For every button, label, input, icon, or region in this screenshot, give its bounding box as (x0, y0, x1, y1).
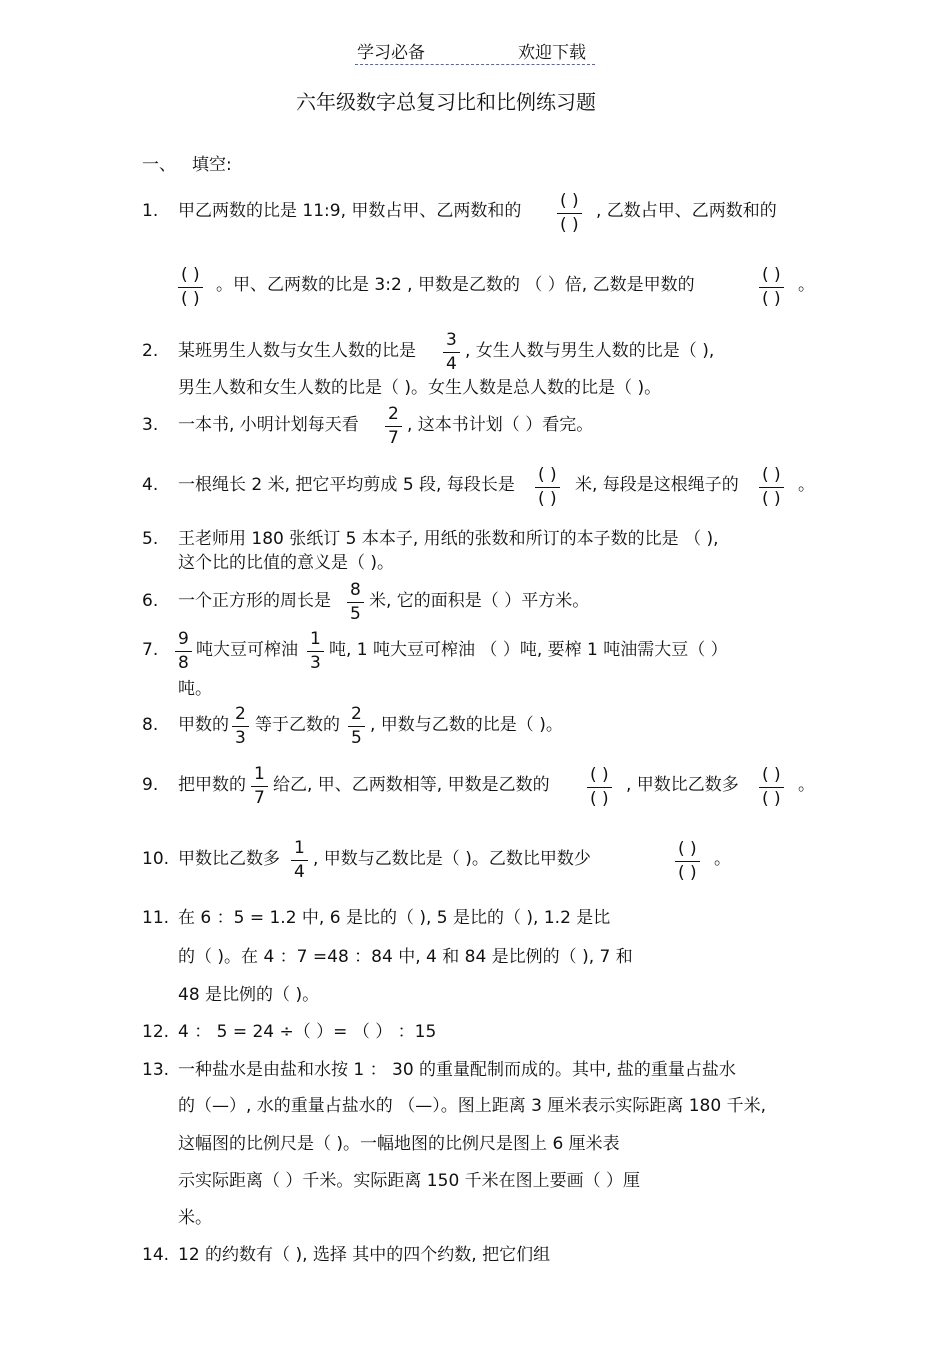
fraction: 1 4 (291, 840, 308, 881)
question-text: , 乙数占甲、乙两数和的 (596, 201, 777, 221)
fraction: 9 8 (175, 631, 192, 672)
question-number: 7. (142, 640, 159, 660)
question-text: 。 (798, 475, 815, 495)
question-number: 8. (142, 715, 159, 735)
question-number: 1. (142, 201, 159, 221)
blank-fraction: ( ) ( ) (675, 841, 700, 882)
question-text: 。 (798, 275, 815, 295)
question-number: 5. (142, 529, 159, 549)
fraction: 1 7 (251, 766, 268, 807)
blank-fraction: ( ) ( ) (178, 267, 203, 308)
question-text: 这幅图的比例尺是（ )。一幅地图的比例尺是图上 6 厘米表 (178, 1134, 620, 1154)
question-text: 。 (798, 775, 815, 795)
blank-fraction: ( ) ( ) (587, 767, 612, 808)
question-number: 4. (142, 475, 159, 495)
question-text: , 女生人数与男生人数的比是（ ), (465, 341, 715, 361)
question-text: 48 是比例的（ )。 (178, 985, 320, 1005)
question-text: 4 ： 5 = 24 ÷（ ）= （ ） ：15 (178, 1022, 437, 1042)
header-left: 学习必备 (357, 43, 425, 63)
question-text: 吨, 1 吨大豆可榨油 （ ）吨, 要榨 1 吨油需大豆（ ） (329, 640, 728, 660)
section-label: 填空: (192, 155, 232, 175)
question-text: , 这本书计划（ ）看完。 (407, 415, 594, 435)
blank-fraction: ( ) ( ) (535, 467, 560, 508)
question-text: 米。 (178, 1208, 212, 1228)
question-text: 米, 它的面积是（ ）平方米。 (369, 591, 590, 611)
question-text: 示实际距离（ ）千米。实际距离 150 千米在图上要画（ ）厘 (178, 1171, 641, 1191)
question-number: 12. (142, 1022, 170, 1042)
question-text: 把甲数的 (178, 775, 246, 795)
fraction: 2 3 (232, 706, 249, 747)
question-text: 等于乙数的 (255, 715, 340, 735)
blank-fraction: ( ) ( ) (759, 767, 784, 808)
header-divider (355, 64, 595, 65)
page-title: 六年级数字总复习比和比例练习题 (296, 90, 596, 114)
question-text: 。甲、乙两数的比是 3:2 , 甲数是乙数的 （ ）倍, 乙数是甲数的 (216, 275, 695, 295)
blank-fraction: ( ) ( ) (759, 267, 784, 308)
question-number: 14. (142, 1245, 170, 1265)
fraction: 8 5 (347, 582, 364, 623)
question-text: , 甲数比乙数多 (626, 775, 739, 795)
question-number: 9. (142, 775, 159, 795)
question-number: 13. (142, 1060, 170, 1080)
question-text: 甲乙两数的比是 11:9, 甲数占甲、乙两数和的 (178, 201, 522, 221)
question-text: 吨。 (178, 679, 212, 699)
question-text: 的（—）, 水的重量占盐水的 （—）。图上距离 3 厘米表示实际距离 180 千米, (178, 1096, 766, 1116)
question-text: 这个比的比值的意义是（ )。 (178, 553, 395, 573)
question-number: 6. (142, 591, 159, 611)
question-text: 某班男生人数与女生人数的比是 (178, 341, 416, 361)
question-text: 一本书, 小明计划每天看 (178, 415, 359, 435)
fraction: 2 5 (348, 706, 365, 747)
fraction: 1 3 (307, 631, 324, 672)
question-text: 甲数比乙数多 (178, 849, 280, 869)
fraction: 2 7 (385, 406, 402, 447)
section-number: 一、 (142, 155, 176, 175)
question-number: 3. (142, 415, 159, 435)
question-text: 米, 每段是这根绳子的 (575, 475, 739, 495)
question-text: 一种盐水是由盐和水按 1 ： 30 的重量配制而成的。其中, 盐的重量占盐水 (178, 1060, 736, 1080)
question-number: 11. (142, 908, 170, 928)
question-text: 甲数的 (178, 715, 229, 735)
question-text: , 甲数与乙数比是（ )。乙数比甲数少 (313, 849, 591, 869)
question-text: 王老师用 180 张纸订 5 本本子, 用纸的张数和所订的本子数的比是 （ ), (178, 529, 719, 549)
question-number: 10. (142, 849, 170, 869)
question-text: 一个正方形的周长是 (178, 591, 331, 611)
question-text: 12 的约数有（ ), 选择 其中的四个约数, 把它们组 (178, 1245, 551, 1265)
blank-fraction: ( ) ( ) (557, 193, 582, 234)
question-text: 在 6 ：5 = 1.2 中, 6 是比的（ ), 5 是比的（ ), 1.2 是比 (178, 908, 611, 928)
question-text: 男生人数和女生人数的比是（ )。女生人数是总人数的比是（ )。 (178, 378, 662, 398)
fraction: 3 4 (443, 332, 460, 373)
question-text: 一根绳长 2 米, 把它平均剪成 5 段, 每段长是 (178, 475, 515, 495)
question-number: 2. (142, 341, 159, 361)
question-text: , 甲数与乙数的比是（ )。 (370, 715, 563, 735)
question-text: 。 (714, 849, 731, 869)
header-right: 欢迎下载 (518, 43, 586, 63)
blank-fraction: ( ) ( ) (759, 467, 784, 508)
question-text: 给乙, 甲、乙两数相等, 甲数是乙数的 (273, 775, 550, 795)
question-text: 的（ )。在 4 ：7 =48 ：84 中, 4 和 84 是比例的（ ), 7 和 (178, 947, 633, 967)
question-text: 吨大豆可榨油 (196, 640, 298, 660)
